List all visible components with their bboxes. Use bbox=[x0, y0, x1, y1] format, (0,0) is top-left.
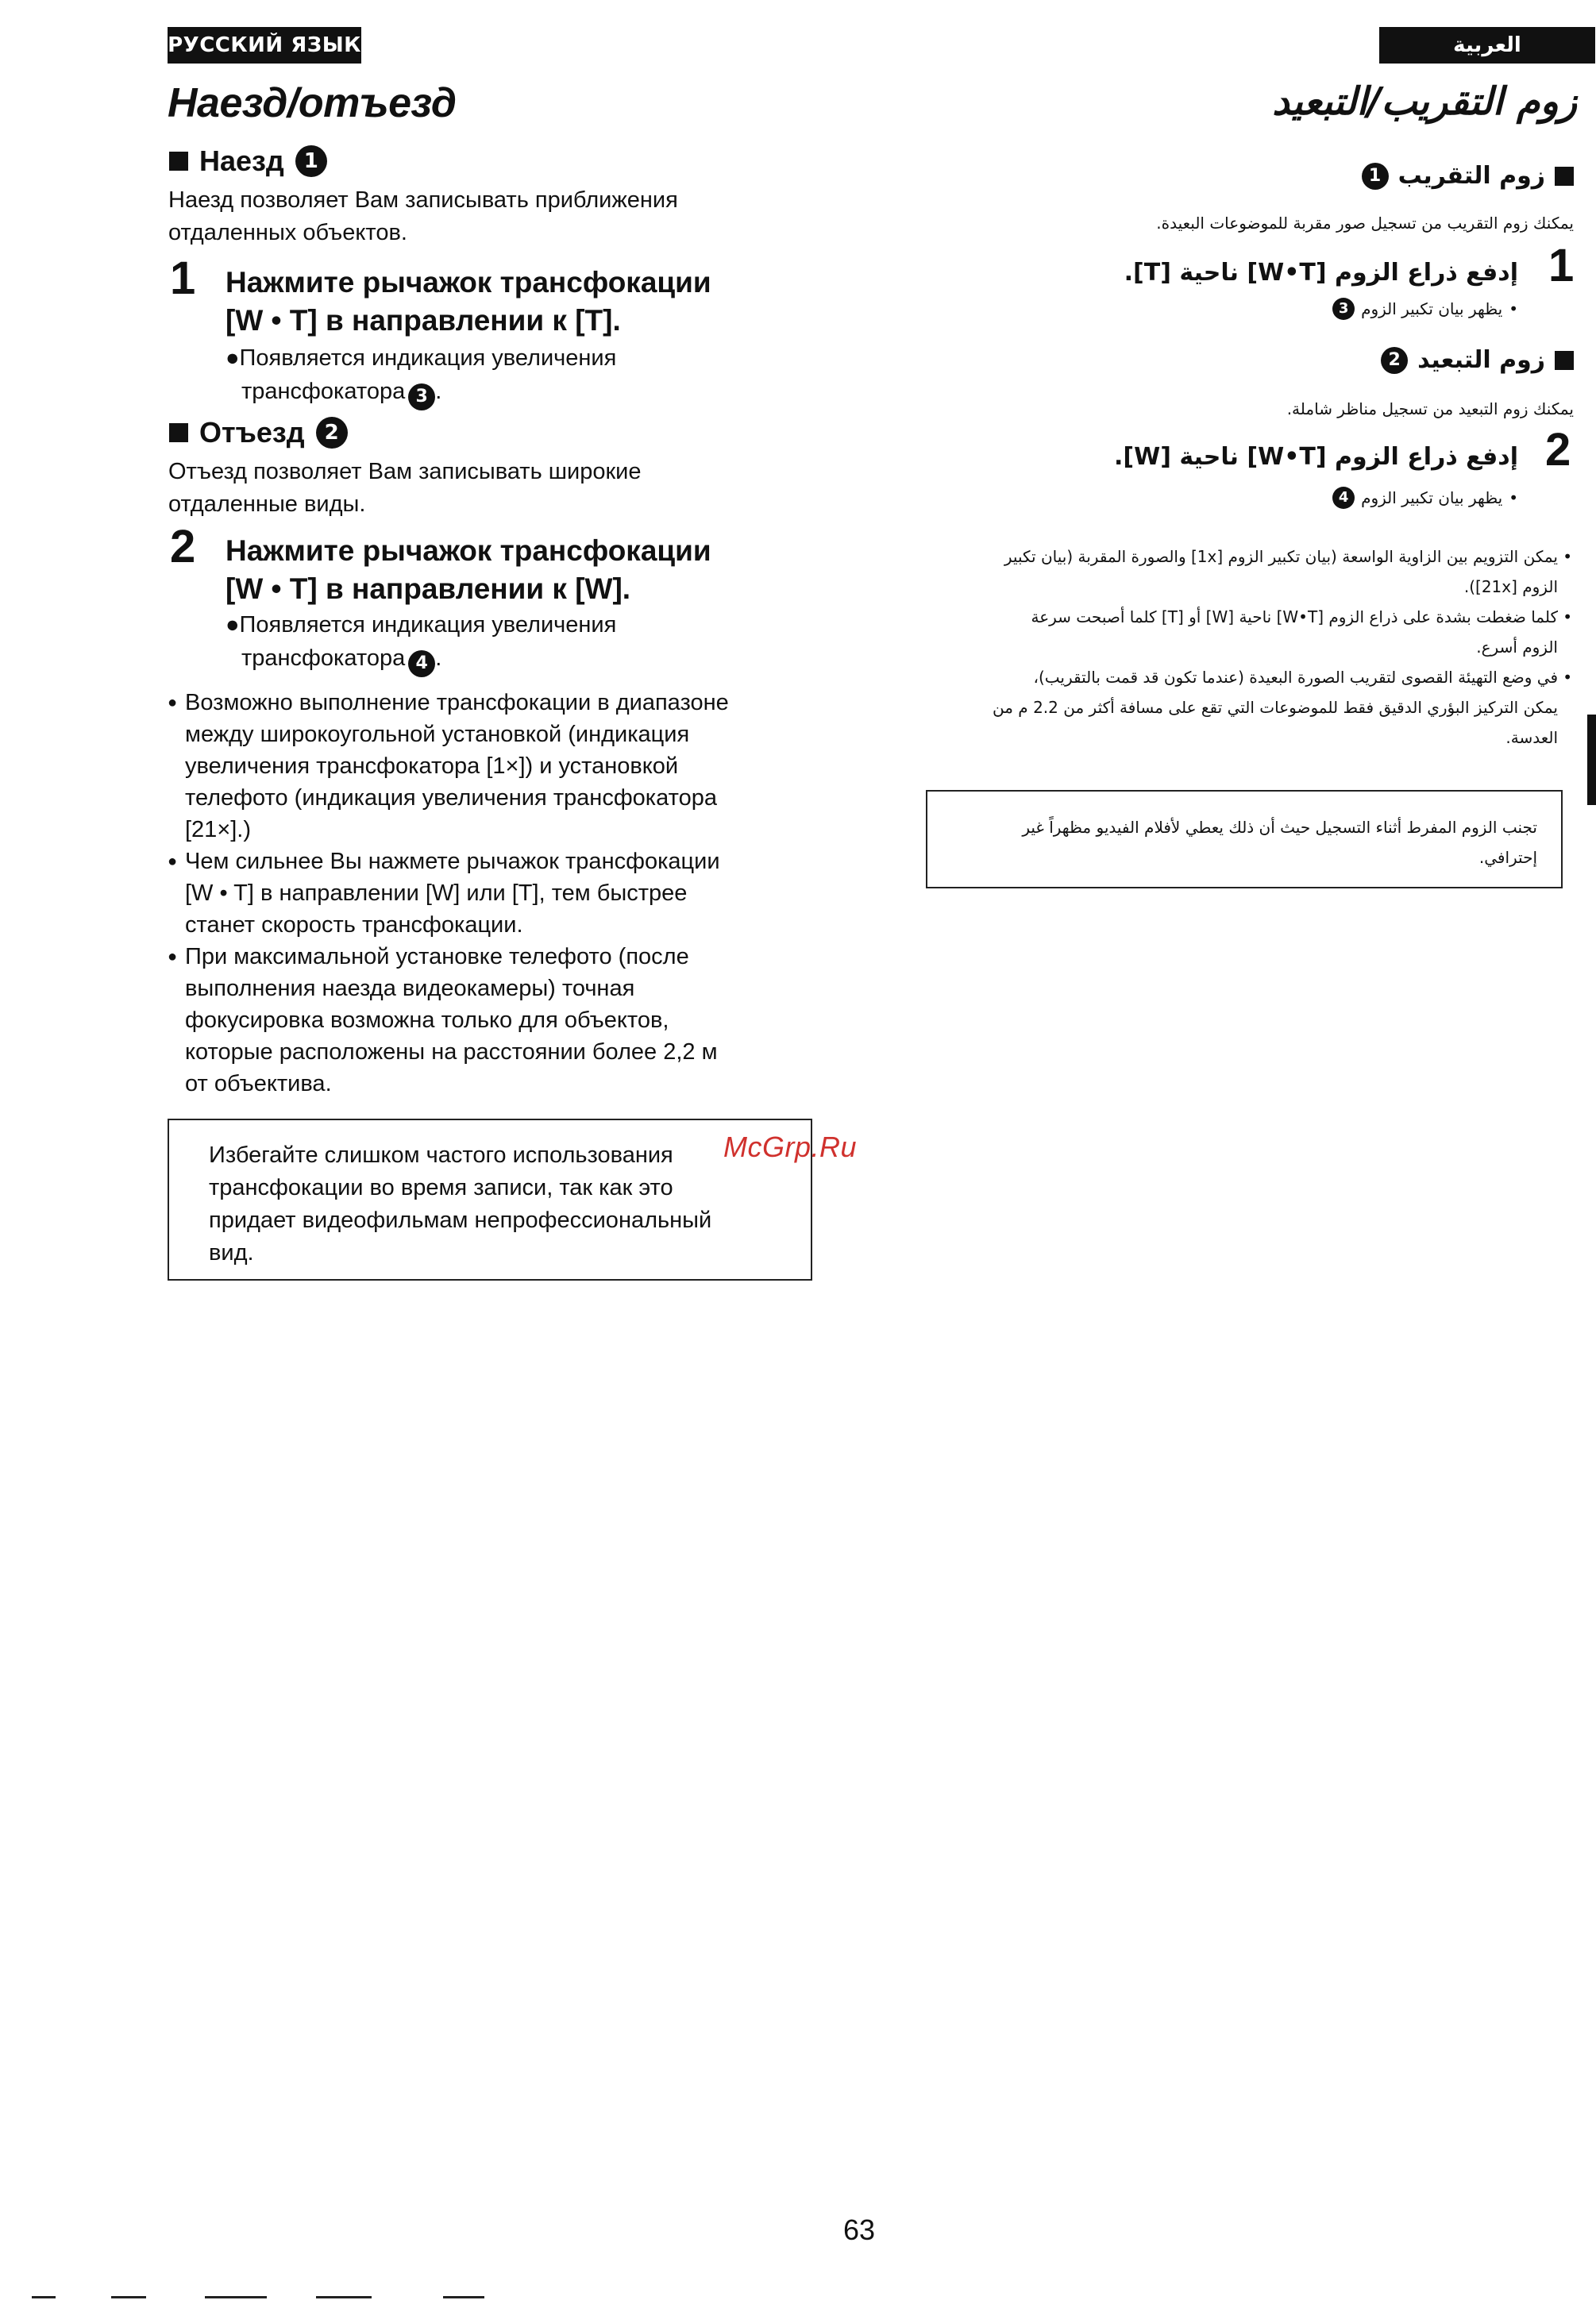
step-2-instruction: Нажмите рычажок трансфокации [W • T] в направлении к [W]. bbox=[226, 534, 711, 605]
ar-step-number-1: 1 bbox=[1548, 240, 1575, 291]
circled-number-1-icon: 1 bbox=[1362, 163, 1389, 190]
ar-zoom-in-description: يمكنك زوم التقريب من تسجيل صور مقربة للموضوعات البعيدة. bbox=[1156, 214, 1574, 233]
step-number-2: 2 bbox=[170, 521, 196, 572]
ar-step-2-instruction: إدفع ذراع الزوم [W•T] ناحية [W]. bbox=[1114, 443, 1518, 471]
list-item: • يمكن التزويم بين الزاوية الواسعة (بيان تكبير الزوم [1x] والصورة المقربة (بيان تكبير الزوم [21x]). bbox=[961, 541, 1572, 602]
step-1-instruction: Нажмите рычажок трансфокации [W • T] в направлении к [T]. bbox=[226, 266, 711, 337]
list-item: • في وضع التهيئة القصوى لتقريب الصورة البعيدة (عندما تكون قد قمت بالتقريب)، يمكن التركيز البؤري الدقيق فقط للموضوعات التي تقع على مسافة أكثر من 2.2 م من العدسة. bbox=[961, 662, 1572, 753]
ru-warning-note: Избегайте слишком частого использования трансфокации во время записи, так как это придает видеофильмам непрофессиональный вид. bbox=[168, 1119, 812, 1281]
circled-number-3-icon: 3 bbox=[1332, 298, 1355, 320]
section-heading-zoom-out bbox=[169, 416, 348, 449]
page-edge-tab bbox=[1587, 715, 1596, 805]
step-1-note: ●Появляется индикация увеличения трансфокатора 3 . bbox=[226, 341, 616, 410]
scan-artifact bbox=[111, 2296, 146, 2298]
circled-number-2-icon: 2 bbox=[1381, 347, 1408, 374]
list-item: ● При максимальной установке телефото (после выполнения наезда видеокамеры) точная фокусировка возможна только для объектов, которые расположены на расстоянии более 2,2 м от объектива. bbox=[168, 941, 819, 1100]
ar-step-1-instruction: إدفع ذراع الزوم [W•T] ناحية [T]. bbox=[1124, 259, 1518, 287]
scan-artifact bbox=[316, 2296, 372, 2298]
ar-warning-note: تجنب الزوم المفرط أثناء التسجيل حيث أن ذلك يعطي لأفلام الفيديو مظهراً غير إحترافي. bbox=[926, 790, 1563, 888]
circled-number-3-icon: 3 bbox=[408, 383, 435, 410]
language-tab-arabic: العربية bbox=[1379, 27, 1595, 64]
ru-bullet-list bbox=[168, 687, 819, 1100]
watermark: McGrp.Ru bbox=[723, 1131, 858, 1163]
ar-section-heading-zoom-out: زوم التبعيد 2 bbox=[1381, 346, 1574, 374]
list-item: ● Возможно выполнение трансфокации в диапазоне между широкоугольной установкой (индикация увеличения трансфокатора [1×]) и установкой телефото (индикация увеличения трансфокатора [21×].) bbox=[168, 687, 819, 846]
ar-section-heading-zoom-in: زوم التقريب 1 bbox=[1362, 162, 1574, 190]
square-bullet-icon bbox=[169, 423, 188, 442]
list-item: • كلما ضغطت بشدة على ذراع الزوم [W•T] ناحية [W] أو [T] كلما أصبحت سرعة الزوم أسرع. bbox=[961, 602, 1572, 662]
step-number-1: 1 bbox=[170, 252, 196, 304]
zoom-in-heading-text: Наезд bbox=[199, 144, 284, 177]
zoom-in-description: Наезд позволяет Вам записывать приближения отдаленных объектов. bbox=[168, 187, 678, 245]
circled-number-2-icon: 2 bbox=[316, 417, 348, 449]
page-title-russian: Наезд/отъезд bbox=[168, 80, 457, 126]
page-number: 63 bbox=[843, 2213, 876, 2246]
circled-number-4-icon: 4 bbox=[1332, 487, 1355, 509]
square-bullet-icon bbox=[169, 152, 188, 171]
ar-zoom-out-description: يمكنك زوم التبعيد من تسجيل مناظر شاملة. bbox=[1286, 399, 1574, 418]
page-title-arabic: زوم التقريب/التبعيد bbox=[1272, 79, 1577, 124]
scan-artifact bbox=[205, 2296, 267, 2298]
scan-artifact bbox=[443, 2296, 484, 2298]
zoom-out-description: Отъезд позволяет Вам записывать широкие отдаленные виды. bbox=[168, 459, 642, 517]
ar-bullet-list bbox=[961, 541, 1572, 753]
list-item: ● Чем сильнее Вы нажмете рычажок трансфокации [W • T] в направлении [W] или [T], тем быстрее станет скорость трансфокации. bbox=[168, 846, 819, 941]
zoom-out-heading-text: Отъезд bbox=[199, 416, 305, 449]
scan-artifact bbox=[32, 2296, 56, 2298]
ar-step-1-note: • يظهر بيان تكبير الزوم 3 bbox=[1332, 297, 1518, 321]
ar-step-2-note: • يظهر بيان تكبير الزوم 4 bbox=[1332, 486, 1518, 510]
square-bullet-icon bbox=[1555, 351, 1574, 370]
section-heading-zoom-in bbox=[169, 144, 327, 178]
square-bullet-icon bbox=[1555, 167, 1574, 186]
ar-step-number-2: 2 bbox=[1545, 424, 1571, 476]
circled-number-4-icon: 4 bbox=[408, 650, 435, 677]
language-tab-russian: РУССКИЙ ЯЗЫК bbox=[168, 27, 361, 64]
circled-number-1-icon: 1 bbox=[295, 145, 327, 177]
step-2-note: ●Появляется индикация увеличения трансфокатора 4 . bbox=[226, 608, 616, 677]
